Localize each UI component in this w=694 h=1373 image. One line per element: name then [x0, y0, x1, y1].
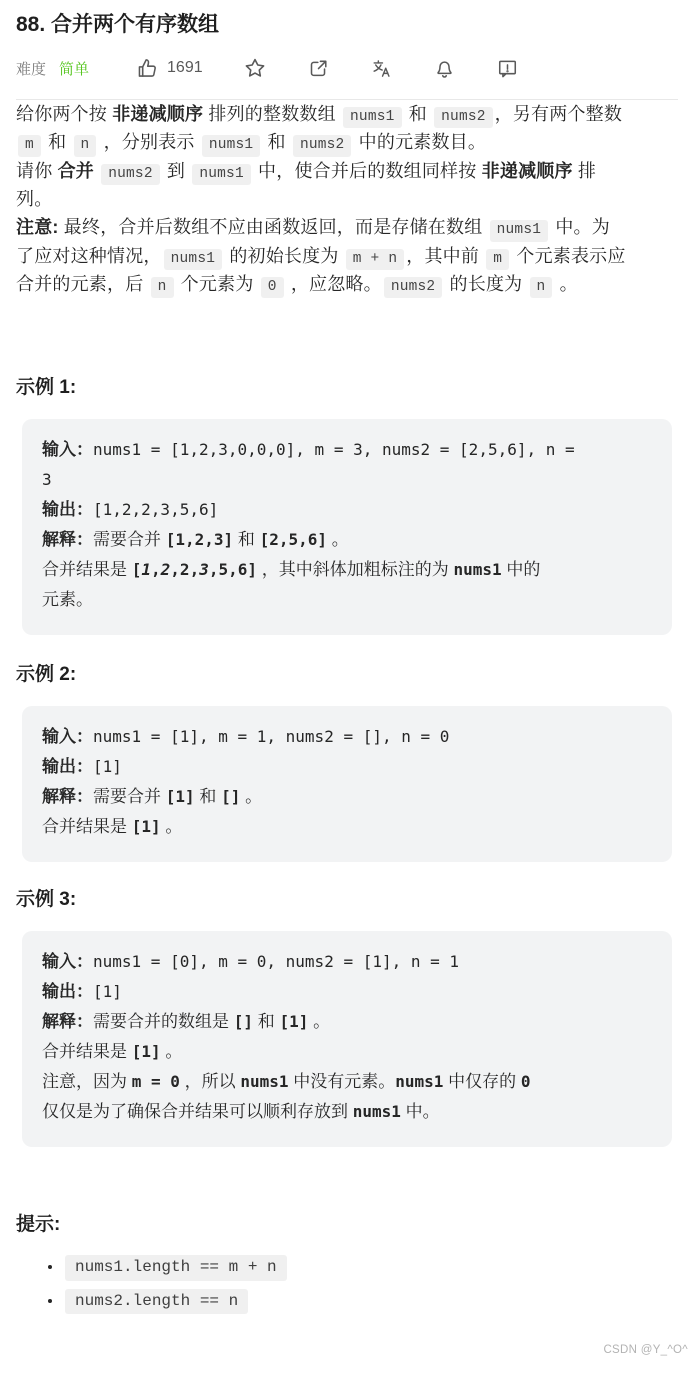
- description-paragraph-1: 给你两个按 非递减顺序 排列的整数数组 nums1 和 nums2 ，另有两个整数 m 和 n ，分别表示 nums1 和 nums2 中的元素数目。: [16, 100, 678, 157]
- share-button[interactable]: [307, 57, 330, 80]
- hint-item: [63, 1289, 678, 1314]
- feedback-button[interactable]: [496, 57, 519, 80]
- hint-item: [63, 1255, 678, 1280]
- code-line: 合并结果是 [1] 。: [42, 817, 183, 837]
- code-line: 合并结果是 [1,2,2,3,5,6] ，其中斜体加粗标注的为 nums1 中的: [42, 560, 541, 580]
- problem-content: [0, 12, 694, 1314]
- hint-code: nums2.length == n: [65, 1289, 248, 1314]
- example-3-heading: 示例 3:: [16, 889, 77, 911]
- code-line: 注意，因为 m = 0 ，所以 nums1 中没有元素。nums1 中仅存的 0: [42, 1072, 531, 1092]
- meta-row: [16, 54, 678, 82]
- like-button[interactable]: [136, 57, 203, 80]
- example-2-block: [22, 706, 672, 862]
- translate-icon: [370, 57, 393, 80]
- note-paragraph: 注意: 最终，合并后数组不应由函数返回，而是存储在数组 nums1 中。为 了应对这种情况， nums1 的初始长度为 m + n ，其中前 m 个元素表示应 合并的元素，后 n 个元素为 0 ，应忽略。 nums2 的长度为 n 。: [16, 213, 678, 298]
- code-line: 输出：[1,2,2,3,5,6]: [42, 500, 219, 520]
- code-line: 仅仅是为了确保合并结果可以顺利存放到 nums1 中。: [42, 1102, 440, 1122]
- share-icon: [307, 57, 330, 80]
- subscribe-button[interactable]: [433, 57, 456, 80]
- code-line: 合并结果是 [1] 。: [42, 1042, 183, 1062]
- problem-title: 88. 合并两个有序数组: [16, 13, 220, 36]
- code-line: 输出：[1]: [42, 982, 122, 1002]
- code-line: 元素。: [42, 590, 93, 610]
- translate-button[interactable]: [370, 57, 393, 80]
- description-paragraph-2: 请你 合并 nums2 到 nums1 中，使合并后的数组同样按 非递减顺序 排 列。: [16, 160, 597, 210]
- thumbs-up-icon: [136, 57, 159, 80]
- watermark: CSDN @Y_^O^: [603, 1344, 688, 1356]
- example-3-block: [22, 931, 672, 1147]
- code-line: 解释：需要合并 [1] 和 [] 。: [42, 787, 263, 807]
- favorite-button[interactable]: [243, 56, 267, 80]
- example-1-block: [22, 419, 672, 635]
- difficulty-label: 难度: [16, 60, 47, 78]
- code-line: 解释：需要合并的数组是 [] 和 [1] 。: [42, 1012, 331, 1032]
- code-line: 3: [42, 470, 52, 490]
- example-1-heading: 示例 1:: [16, 377, 77, 399]
- code-line: 输入：nums1 = [0], m = 0, nums2 = [1], n = 1: [42, 952, 460, 972]
- difficulty-badge: 简单: [59, 60, 90, 78]
- code-line: 解释：需要合并 [1,2,3] 和 [2,5,6] 。: [42, 530, 349, 550]
- example-2-heading: 示例 2:: [16, 664, 77, 686]
- code-line: 输入：nums1 = [1,2,3,0,0,0], m = 3, nums2 = [2,5,6], n =: [42, 440, 575, 460]
- hints-list: [16, 1255, 678, 1313]
- feedback-icon: [496, 57, 519, 80]
- hint-code: nums1.length == m + n: [65, 1255, 287, 1280]
- star-icon: [243, 56, 267, 80]
- bell-icon: [433, 57, 456, 80]
- code-line: 输出：[1]: [42, 757, 122, 777]
- code-line: 输入：nums1 = [1], m = 1, nums2 = [], n = 0: [42, 727, 450, 747]
- like-count: 1691: [167, 59, 203, 76]
- hints-heading: 提示:: [16, 1214, 61, 1236]
- problem-page: [0, 12, 694, 1373]
